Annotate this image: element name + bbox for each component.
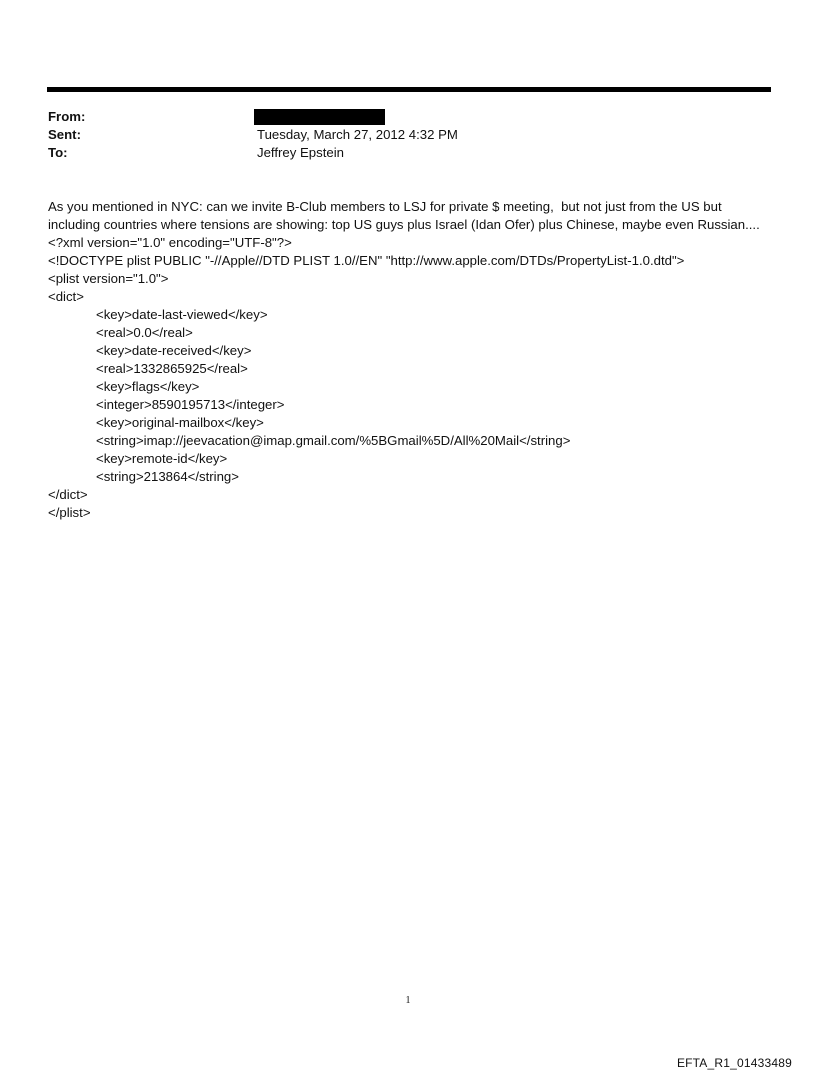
- from-label: From:: [48, 109, 86, 124]
- dict-line: <key>date-received</key>: [96, 343, 252, 358]
- dict-line: <string>imap://jeevacation@imap.gmail.com/%5BGmail%5D/All%20Mail</string>: [96, 433, 571, 448]
- message-line: As you mentioned in NYC: can we invite B-Club members to LSJ for private $ meeting, but not just from the US but: [48, 199, 722, 214]
- sent-row: [48, 126, 748, 144]
- closing-line: </dict>: [48, 487, 88, 502]
- dict-line: <key>original-mailbox</key>: [96, 415, 264, 430]
- from-row: [48, 108, 748, 126]
- sent-label: Sent:: [48, 127, 81, 142]
- xml-line: <!DOCTYPE plist PUBLIC "-//Apple//DTD PLIST 1.0//EN" "http://www.apple.com/DTDs/PropertyList-1.0.dtd">: [48, 253, 685, 268]
- dict-line: <key>remote-id</key>: [96, 451, 228, 466]
- dict-line: <key>date-last-viewed</key>: [96, 307, 268, 322]
- dict-line: <key>flags</key>: [96, 379, 200, 394]
- to-label: To:: [48, 145, 68, 160]
- xml-line: <plist version="1.0">: [48, 271, 169, 286]
- redaction-bar: [254, 109, 385, 125]
- email-body: [48, 198, 778, 522]
- dict-line: <string>213864</string>: [96, 469, 239, 484]
- dict-line: <real>1332865925</real>: [96, 361, 248, 376]
- bates-number: EFTA_R1_01433489: [676, 1056, 792, 1070]
- dict-line: <real>0.0</real>: [96, 325, 193, 340]
- email-header: [48, 108, 748, 162]
- header-rule: [47, 87, 771, 92]
- xml-line: <?xml version="1.0" encoding="UTF-8"?>: [48, 235, 292, 250]
- page-number: 1: [405, 995, 411, 1006]
- message-line: including countries where tensions are showing: top US guys plus Israel (Idan Ofer) plus Chinese, maybe even Russian....: [48, 217, 760, 232]
- to-value: Jeffrey Epstein: [257, 145, 344, 160]
- closing-line: </plist>: [48, 505, 91, 520]
- sent-value: Tuesday, March 27, 2012 4:32 PM: [257, 127, 458, 142]
- xml-line: <dict>: [48, 289, 84, 304]
- dict-line: <integer>8590195713</integer>: [96, 397, 285, 412]
- to-row: [48, 144, 748, 162]
